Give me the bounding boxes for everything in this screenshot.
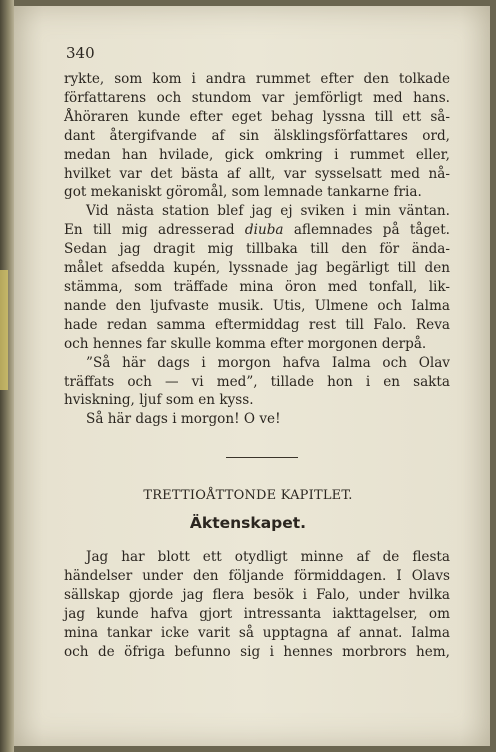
- text-line: och hennes far skulle komma efter morgonen derpå.: [64, 335, 427, 352]
- chapter-title: Äktenskapet.: [189, 514, 307, 532]
- text-line: dant återgifvande af sin älsklingsförfattares ord,: [64, 127, 450, 144]
- text-line: händelser under den följande förmiddagen. I Olavs: [64, 567, 450, 584]
- text-line: hvilket var det bästa af allt, var sysselsatt med nå-: [64, 165, 450, 182]
- text-line: stämma, som träffade mina öron med tonfall, lik-: [64, 278, 450, 295]
- text-block-bottom: [64, 548, 450, 661]
- text-line: got mekaniskt göromål, som lemnade tankarne fria.: [64, 184, 422, 201]
- text-line: Sedan jag dragit mig tillbaka till den för ända-: [64, 241, 450, 258]
- text-line: målet afsedda kupén, lyssnade jag begärligt till den: [64, 260, 450, 277]
- text-line: träffats och — vi med”, tillade hon i en sakta: [64, 373, 450, 390]
- text-line: Så här dags i morgon! O ve!: [86, 411, 281, 428]
- chapter-heading: TRETTIOÅTTONDE KAPITLET.: [143, 488, 353, 503]
- text-line: jag kunde hafva gjort intressanta iakttagelser, om: [64, 605, 450, 622]
- text-line: mina tankar icke varit så upptagna af annat. Ialma: [64, 624, 450, 641]
- text-line: ”Så här dags i morgon hafva Ialma och Olav: [86, 354, 450, 371]
- text-line: hviskning, ljuf som en kyss.: [64, 392, 254, 409]
- text-line: rykte, som kom i andra rummet efter den tolkade: [64, 71, 450, 87]
- book-spine: [0, 0, 14, 752]
- page-number: 340: [66, 44, 95, 62]
- text-line: och de öfriga befunno sig i hennes morbrors hem,: [64, 643, 450, 660]
- text-line: Jag har blott ett otydligt minne af de flesta: [86, 549, 450, 565]
- text-block-top: [64, 70, 450, 429]
- text-line: hade redan samma eftermiddag rest till Falo. Reva: [64, 316, 450, 333]
- text-line: En till mig adresserad diuba aflemnades på tåget.: [64, 222, 450, 239]
- text-line: Åhöraren kunde efter eget behag lyssna till ett så-: [64, 108, 450, 125]
- text-line: nande den ljufvaste musik. Utis, Ulmene och Ialma: [64, 297, 450, 314]
- text-line: författarens och stundom var jemförligt med hans.: [64, 89, 450, 106]
- bookmark-strip: [0, 270, 8, 390]
- section-divider: [226, 457, 298, 458]
- italic-word: diuba: [244, 222, 284, 239]
- text-line: sällskap gjorde jag flera besök i Falo, under hvilka: [64, 586, 450, 603]
- text-line: medan han hvilade, gick omkring i rummet eller,: [64, 146, 450, 163]
- text-line: Vid nästa station blef jag ej sviken i min väntan.: [86, 203, 450, 220]
